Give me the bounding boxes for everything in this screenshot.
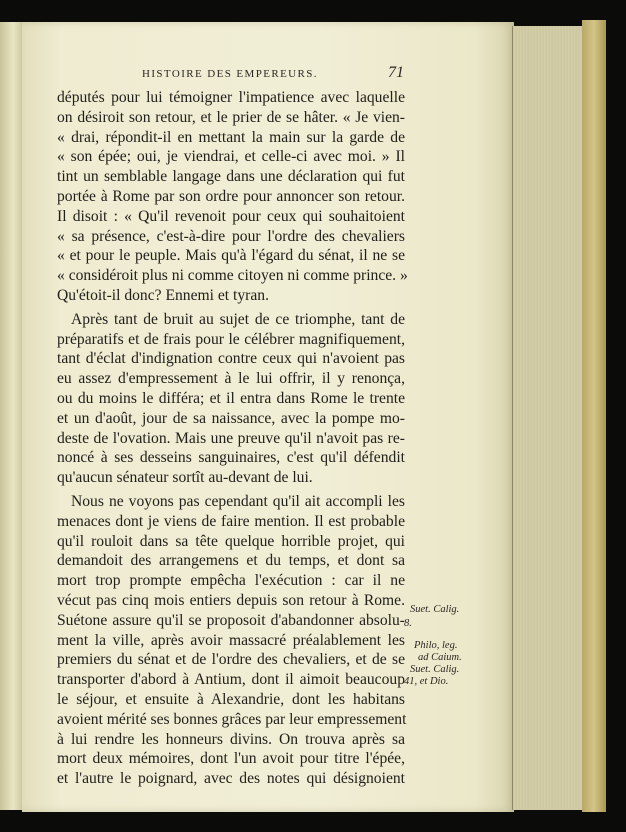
text-line: avoient mérité ses bonnes grâces par leur empressement: [57, 710, 407, 728]
text-line: noncé à ses desseins sanguinaires, c'est qu'il défendit: [57, 449, 405, 467]
margin-note: Suet. Calig.: [410, 664, 460, 675]
text-line: qu'aucun sénateur sortît au-devant de lui.: [57, 469, 313, 487]
text-line: « considéroit plus ni comme citoyen ni comme prince. »: [57, 267, 408, 285]
text-line: tint un semblable langage dans une déclaration qui fut: [57, 168, 405, 186]
text-line: à lui rendre les honneurs divins. On trouva après sa: [57, 730, 405, 748]
margin-note: 41, et Dio.: [404, 676, 449, 687]
text-line: portée à Rome par son ordre pour annoncer son retour.: [57, 187, 405, 205]
text-line: et l'autre le poignard, avec des notes qui désignoient: [57, 770, 405, 788]
text-line: ment la ville, après avoir massacré préalablement les: [57, 631, 405, 649]
text-line: « sa présence, c'est-à-dire pour l'ordre des chevaliers: [57, 227, 405, 245]
page-number: 71: [388, 64, 404, 81]
text-line: eu assez d'empressement à le lui offrir, il y renonça,: [57, 370, 405, 388]
text-line: on désiroit son retour, et le prier de se hâter. « Je vien-: [57, 108, 405, 126]
body-text: [57, 88, 408, 789]
text-line: mort trop prompte empêcha l'exécution : car il ne: [57, 572, 405, 590]
running-head: HISTOIRE DES EMPEREURS.: [142, 68, 318, 80]
text-line: « son épée; oui, je viendrai, et celle-ci avec moi. » Il: [57, 148, 405, 166]
text-line: mort deux mémoires, dont l'un avoit pour titre l'épée,: [57, 750, 405, 768]
paragraph-first-line: Après tant de bruit au sujet de ce triomphe, tant de: [71, 310, 405, 328]
margin-note: 8.: [404, 618, 412, 629]
text-line: premiers du sénat et de l'ordre des chevaliers, et de se: [57, 651, 405, 669]
text-line: tant d'éclat d'indignation contre ceux qui n'avoient pas: [57, 350, 405, 368]
facing-page-edge: [0, 22, 23, 810]
text-line: « drai, répondit-il en mettant la main sur la garde de: [57, 128, 405, 146]
text-line: deste de l'ovation. Mais une preuve qu'il n'avoit pas re-: [57, 429, 405, 447]
text-line: vécut pas cinq mois entiers depuis son retour à Rome.: [57, 591, 405, 609]
text-line: préparatifs et de frais pour le célébrer magnifiquement,: [57, 330, 405, 348]
text-line: qu'il rouloit dans sa tête quelque horrible projet, qui: [57, 532, 405, 550]
text-line: députés pour lui témoigner l'impatience avec laquelle: [57, 89, 405, 106]
text-line: demandoit des arrangemens et du temps, et dont sa: [57, 552, 405, 570]
text-line: ou du moins le différa; et il entra dans Rome le trente: [57, 389, 405, 407]
margin-note: Philo, leg.: [414, 640, 458, 651]
text-line: Qu'étoit-il donc? Ennemi et tyran.: [57, 286, 269, 304]
text-line: menaces dont je viens de faire mention. Il est probable: [57, 512, 405, 530]
page-block-edges: [512, 26, 585, 810]
paragraph-first-line: Nous ne voyons pas cependant qu'il ait accompli les: [71, 492, 405, 510]
text-line: « et pour le peuple. Mais qu'à l'égard du sénat, il ne se: [57, 247, 405, 265]
page-header: [142, 64, 404, 88]
margin-note: ad Caium.: [418, 652, 462, 663]
text-line: transporter d'abord à Antium, dont il aimoit beaucoup: [57, 671, 405, 689]
text-line: et un d'août, jour de sa naissance, avec la pompe mo-: [57, 409, 405, 427]
text-line: le séjour, et ensuite à Alexandrie, dont les habitans: [57, 690, 405, 708]
book-cover-edge: [582, 20, 606, 812]
text-line: Il disoit : « Qu'il revenoit pour ceux qui souhaitoient: [57, 207, 405, 225]
margin-note: Suet. Calig.: [410, 604, 460, 615]
text-line: Suétone assure qu'il se proposoit d'abandonner absolu-: [57, 611, 405, 629]
